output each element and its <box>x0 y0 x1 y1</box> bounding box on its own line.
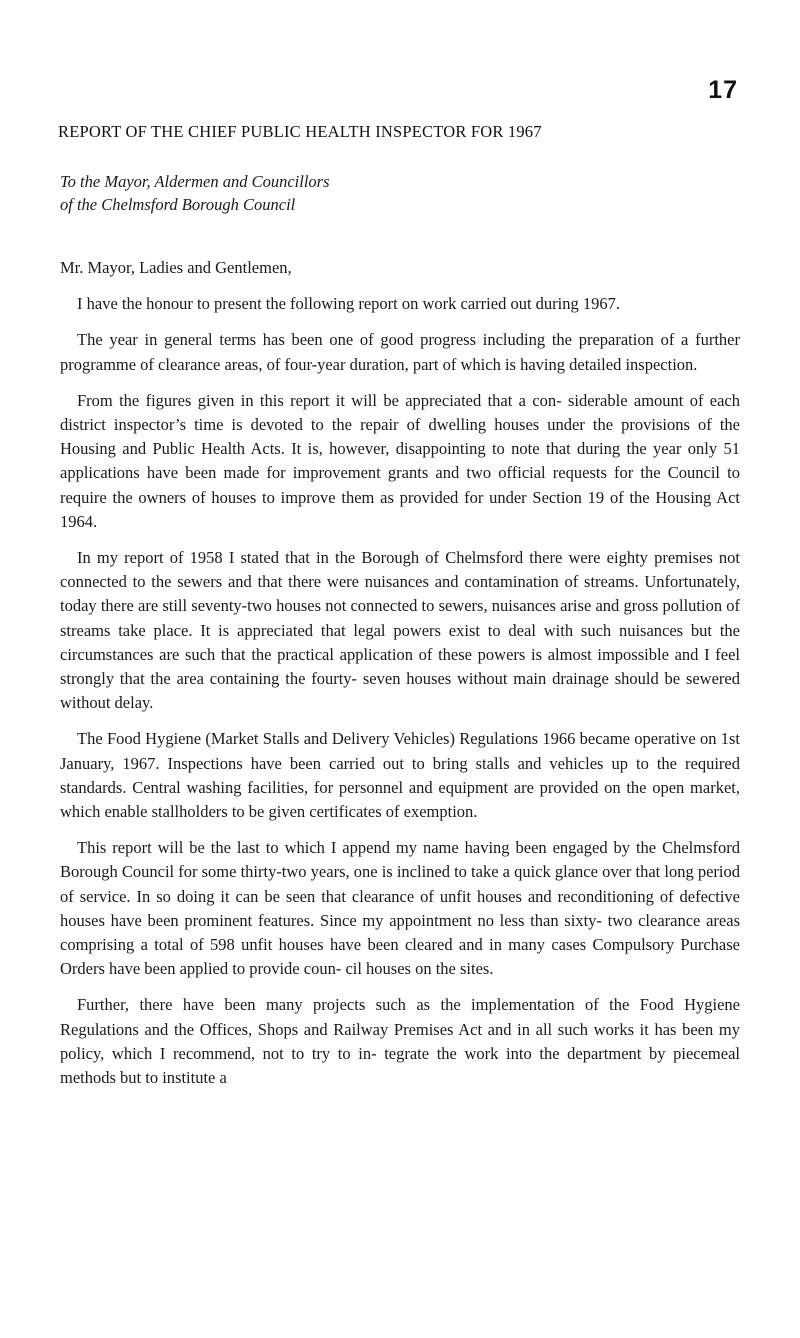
paragraph: The year in general terms has been one of good progress including the preparation of a further programme of clearance areas, of four-year duration, part of which is having detailed inspection. <box>60 330 740 374</box>
report-title: REPORT OF THE CHIEF PUBLIC HEALTH INSPECTOR FOR 1967 <box>58 122 542 141</box>
page-number: 17 <box>708 76 738 104</box>
paragraph: Further, there have been many projects such as the implementation of the Food Hygiene Regulations and the Offices, Shops and Railway Premises Act and in all such works it has been my policy, which I recommend, not to try to in- tegrate the work into the department by piecemeal methods but to institute a <box>60 995 740 1088</box>
paragraph: I have the honour to present the following report on work carried out during 1967. <box>77 294 620 314</box>
paragraph: The Food Hygiene (Market Stalls and Delivery Vehicles) Regulations 1966 became operative on 1st January, 1967. Inspections have been carried out to bring stalls and vehicles up to the required standards. Central washing facilities, for personnel and equipment are provided on the open market, which enable stallholders to be given certificates of exemption. <box>60 729 740 822</box>
report-body <box>60 256 740 1102</box>
paragraph: From the figures given in this report it will be appreciated that a con- siderable amount of each district inspector’s time is devoted to the repair of dwelling houses under the provisions of the Housing and Public Health Acts. It is, however, disappointing to note that during the year only 51 applications have been made for improvement grants and two official requests for the Council to require the owners of houses to improve them as provided for under Section 19 of the Housing Act 1964. <box>60 390 740 531</box>
paragraph: In my report of 1958 I stated that in the Borough of Chelmsford there were eighty premises not connected to the sewers and that there were nuisances and contamination of streams. Unfortunately, today there are still seventy-two houses not connected to sewers, nuisances arise and gross pollution of streams take place. It is appreciated that legal powers exist to deal with such nuisances but the circumstances are such that the practical application of these powers is almost impossible and I feel strongly that the area containing the fourty- seven houses without main drainage should be sewered without delay. <box>60 548 740 713</box>
salutation: Mr. Mayor, Ladies and Gentlemen, <box>60 258 292 277</box>
paragraph: This report will be the last to which I append my name having been engaged by the Chelmsford Borough Council for some thirty-two years, one is inclined to take a quick glance over that long period of service. In so doing it can be seen that clearance of unfit houses and reconditioning of defective houses have been prominent features. Since my appointment no less than sixty- two clearance areas comprising a total of 598 unfit houses have been cleared and in many cases Compulsory Purchase Orders have been applied to provide coun- cil houses on the sites. <box>60 838 740 979</box>
addressee-block <box>60 170 330 216</box>
addressee-line: of the Chelmsford Borough Council <box>60 195 296 214</box>
addressee-line: To the Mayor, Aldermen and Councillors <box>60 172 330 191</box>
